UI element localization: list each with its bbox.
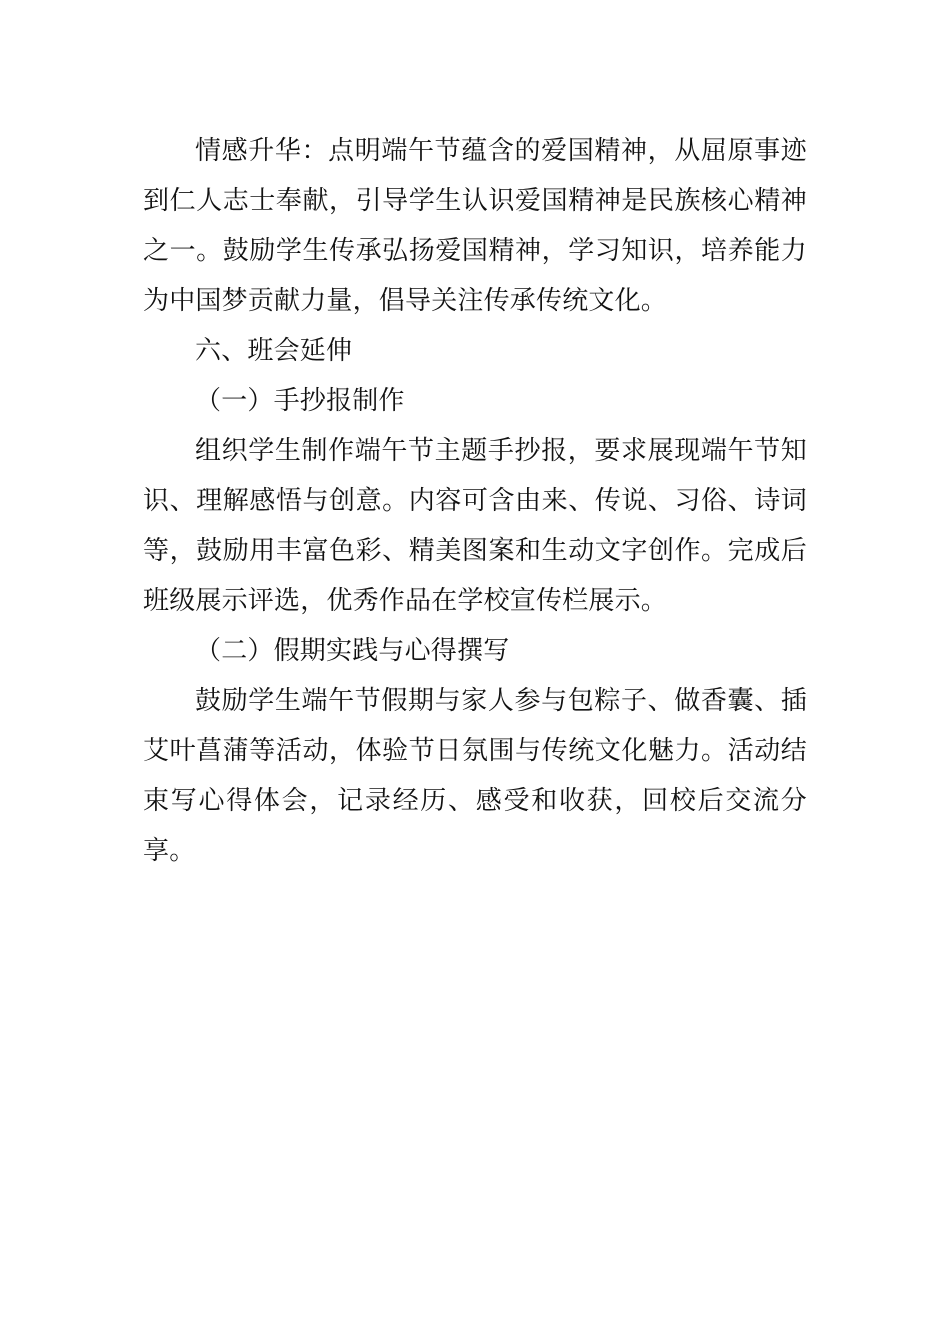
section-heading-class-meeting-extension: 六、班会延伸: [195, 336, 353, 366]
paragraph-emotional-sublimation: 情感升华：点明端午节蕴含的爱国精神，从屈原事迹到仁人志士奉献，引导学生认识爱国精神是民族核心精神之一。鼓励学生传承弘扬爱国精神，学习知识，培养能力为中国梦贡献力量，倡导关注传承传统文化。: [143, 136, 807, 316]
paragraph-holiday-practice: 鼓励学生端午节假期与家人参与包粽子、做香囊、插艾叶菖蒲等活动，体验节日氛围与传统文化魅力。活动结束写心得体会，记录经历、感受和收获，回校后交流分享。: [143, 686, 807, 866]
subsection-heading-holiday-practice: （二）假期实践与心得撰写: [195, 636, 510, 666]
subsection-heading-handwritten-newspaper: （一）手抄报制作: [195, 386, 405, 416]
document-body: [143, 126, 807, 876]
paragraph-handwritten-newspaper: 组织学生制作端午节主题手抄报，要求展现端午节知识、理解感悟与创意。内容可含由来、传说、习俗、诗词等，鼓励用丰富色彩、精美图案和生动文字创作。完成后班级展示评选，优秀作品在学校宣传栏展示。: [143, 436, 807, 616]
